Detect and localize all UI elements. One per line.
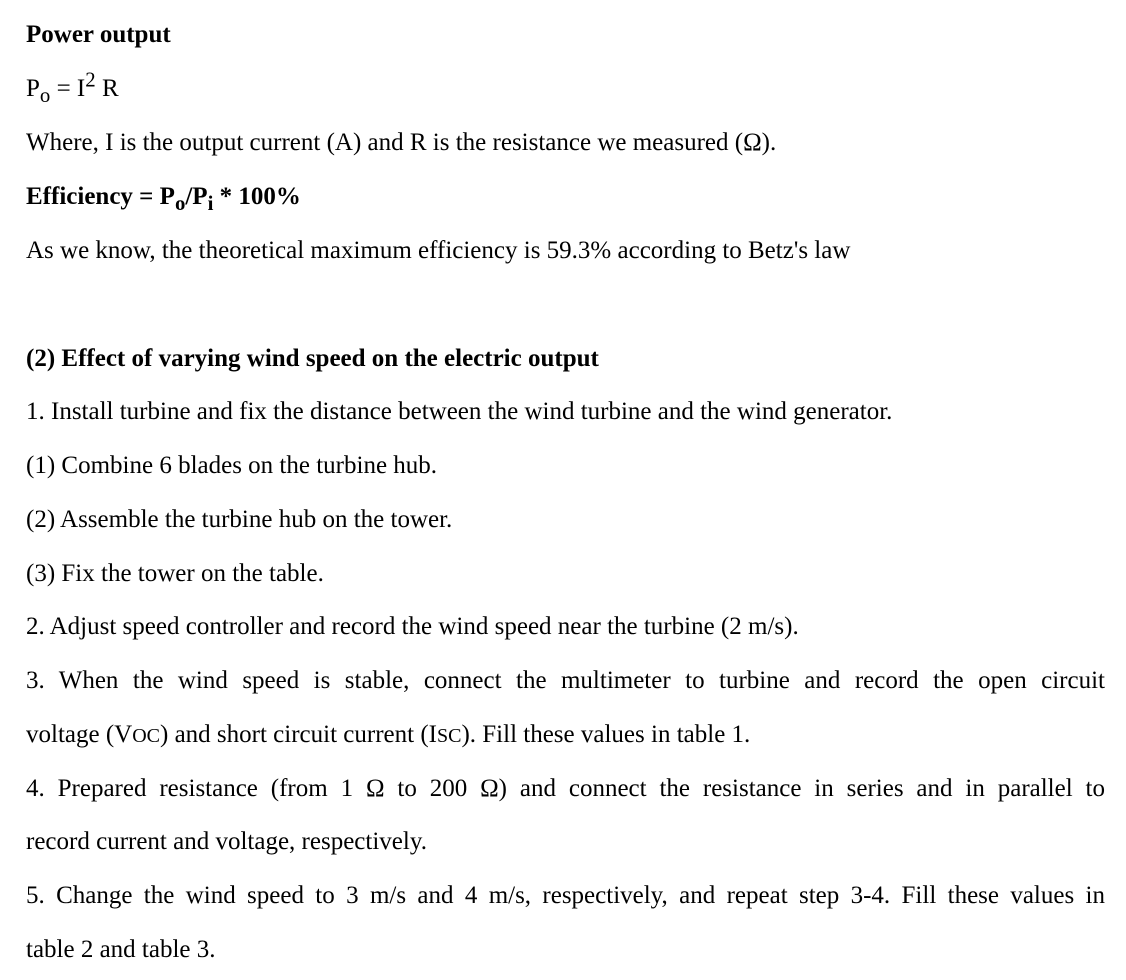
step-4-line-1: 4. Prepared resistance (from 1 Ω to 200 Ω) and connect the resistance in series and in parallel to — [26, 775, 1105, 802]
step-3-line-1: 3. When the wind speed is stable, connect the multimeter to turbine and record the open circuit — [26, 667, 1105, 694]
step-1: 1. Install turbine and fix the distance between the wind turbine and the wind generator. — [26, 398, 893, 425]
step-5-line-1: 5. Change the wind speed to 3 m/s and 4 m/s, respectively, and repeat step 3-4. Fill these values in — [26, 882, 1105, 909]
step-1-2: (2) Assemble the turbine hub on the tower. — [26, 506, 453, 533]
efficiency-i-subscript: i — [207, 191, 214, 215]
efficiency-o-subscript: o — [174, 191, 186, 215]
step-3-voltage-text: voltage (V — [26, 721, 133, 748]
formula-squared: 2 — [85, 67, 96, 92]
step-1-1: (1) Combine 6 blades on the turbine hub. — [26, 452, 438, 479]
formula-middle: = I — [50, 75, 86, 102]
efficiency-formula — [26, 182, 301, 215]
step-3-line-2 — [26, 720, 750, 751]
formula-end: R — [95, 75, 119, 102]
power-output-heading: Power output — [26, 21, 171, 48]
formula-p: P — [26, 75, 40, 102]
step-3-isc-label: SC — [436, 725, 462, 747]
efficiency-label: Efficiency = P — [26, 183, 175, 210]
formula-o-subscript: o — [39, 83, 51, 107]
efficiency-slash: /P — [185, 183, 208, 210]
step-3-voc-label: OC — [132, 725, 161, 747]
step-5-line-2: table 2 and table 3. — [26, 936, 216, 963]
efficiency-end: * 100% — [213, 183, 301, 210]
where-definition: Where, I is the output current (A) and R is the resistance we measured (Ω). — [26, 129, 777, 156]
step-1-3: (3) Fix the tower on the table. — [26, 560, 324, 587]
step-3-fill-text: ). Fill these values in table 1. — [461, 721, 751, 748]
power-formula — [26, 67, 119, 107]
step-2: 2. Adjust speed controller and record the wind speed near the turbine (2 m/s). — [26, 613, 799, 640]
step-3-current-text: ) and short circuit current (I — [160, 721, 437, 748]
wind-speed-heading: (2) Effect of varying wind speed on the electric output — [26, 345, 599, 372]
betz-law-text: As we know, the theoretical maximum efficiency is 59.3% according to Betz's law — [26, 237, 851, 264]
step-4-line-2: record current and voltage, respectively. — [26, 828, 427, 855]
